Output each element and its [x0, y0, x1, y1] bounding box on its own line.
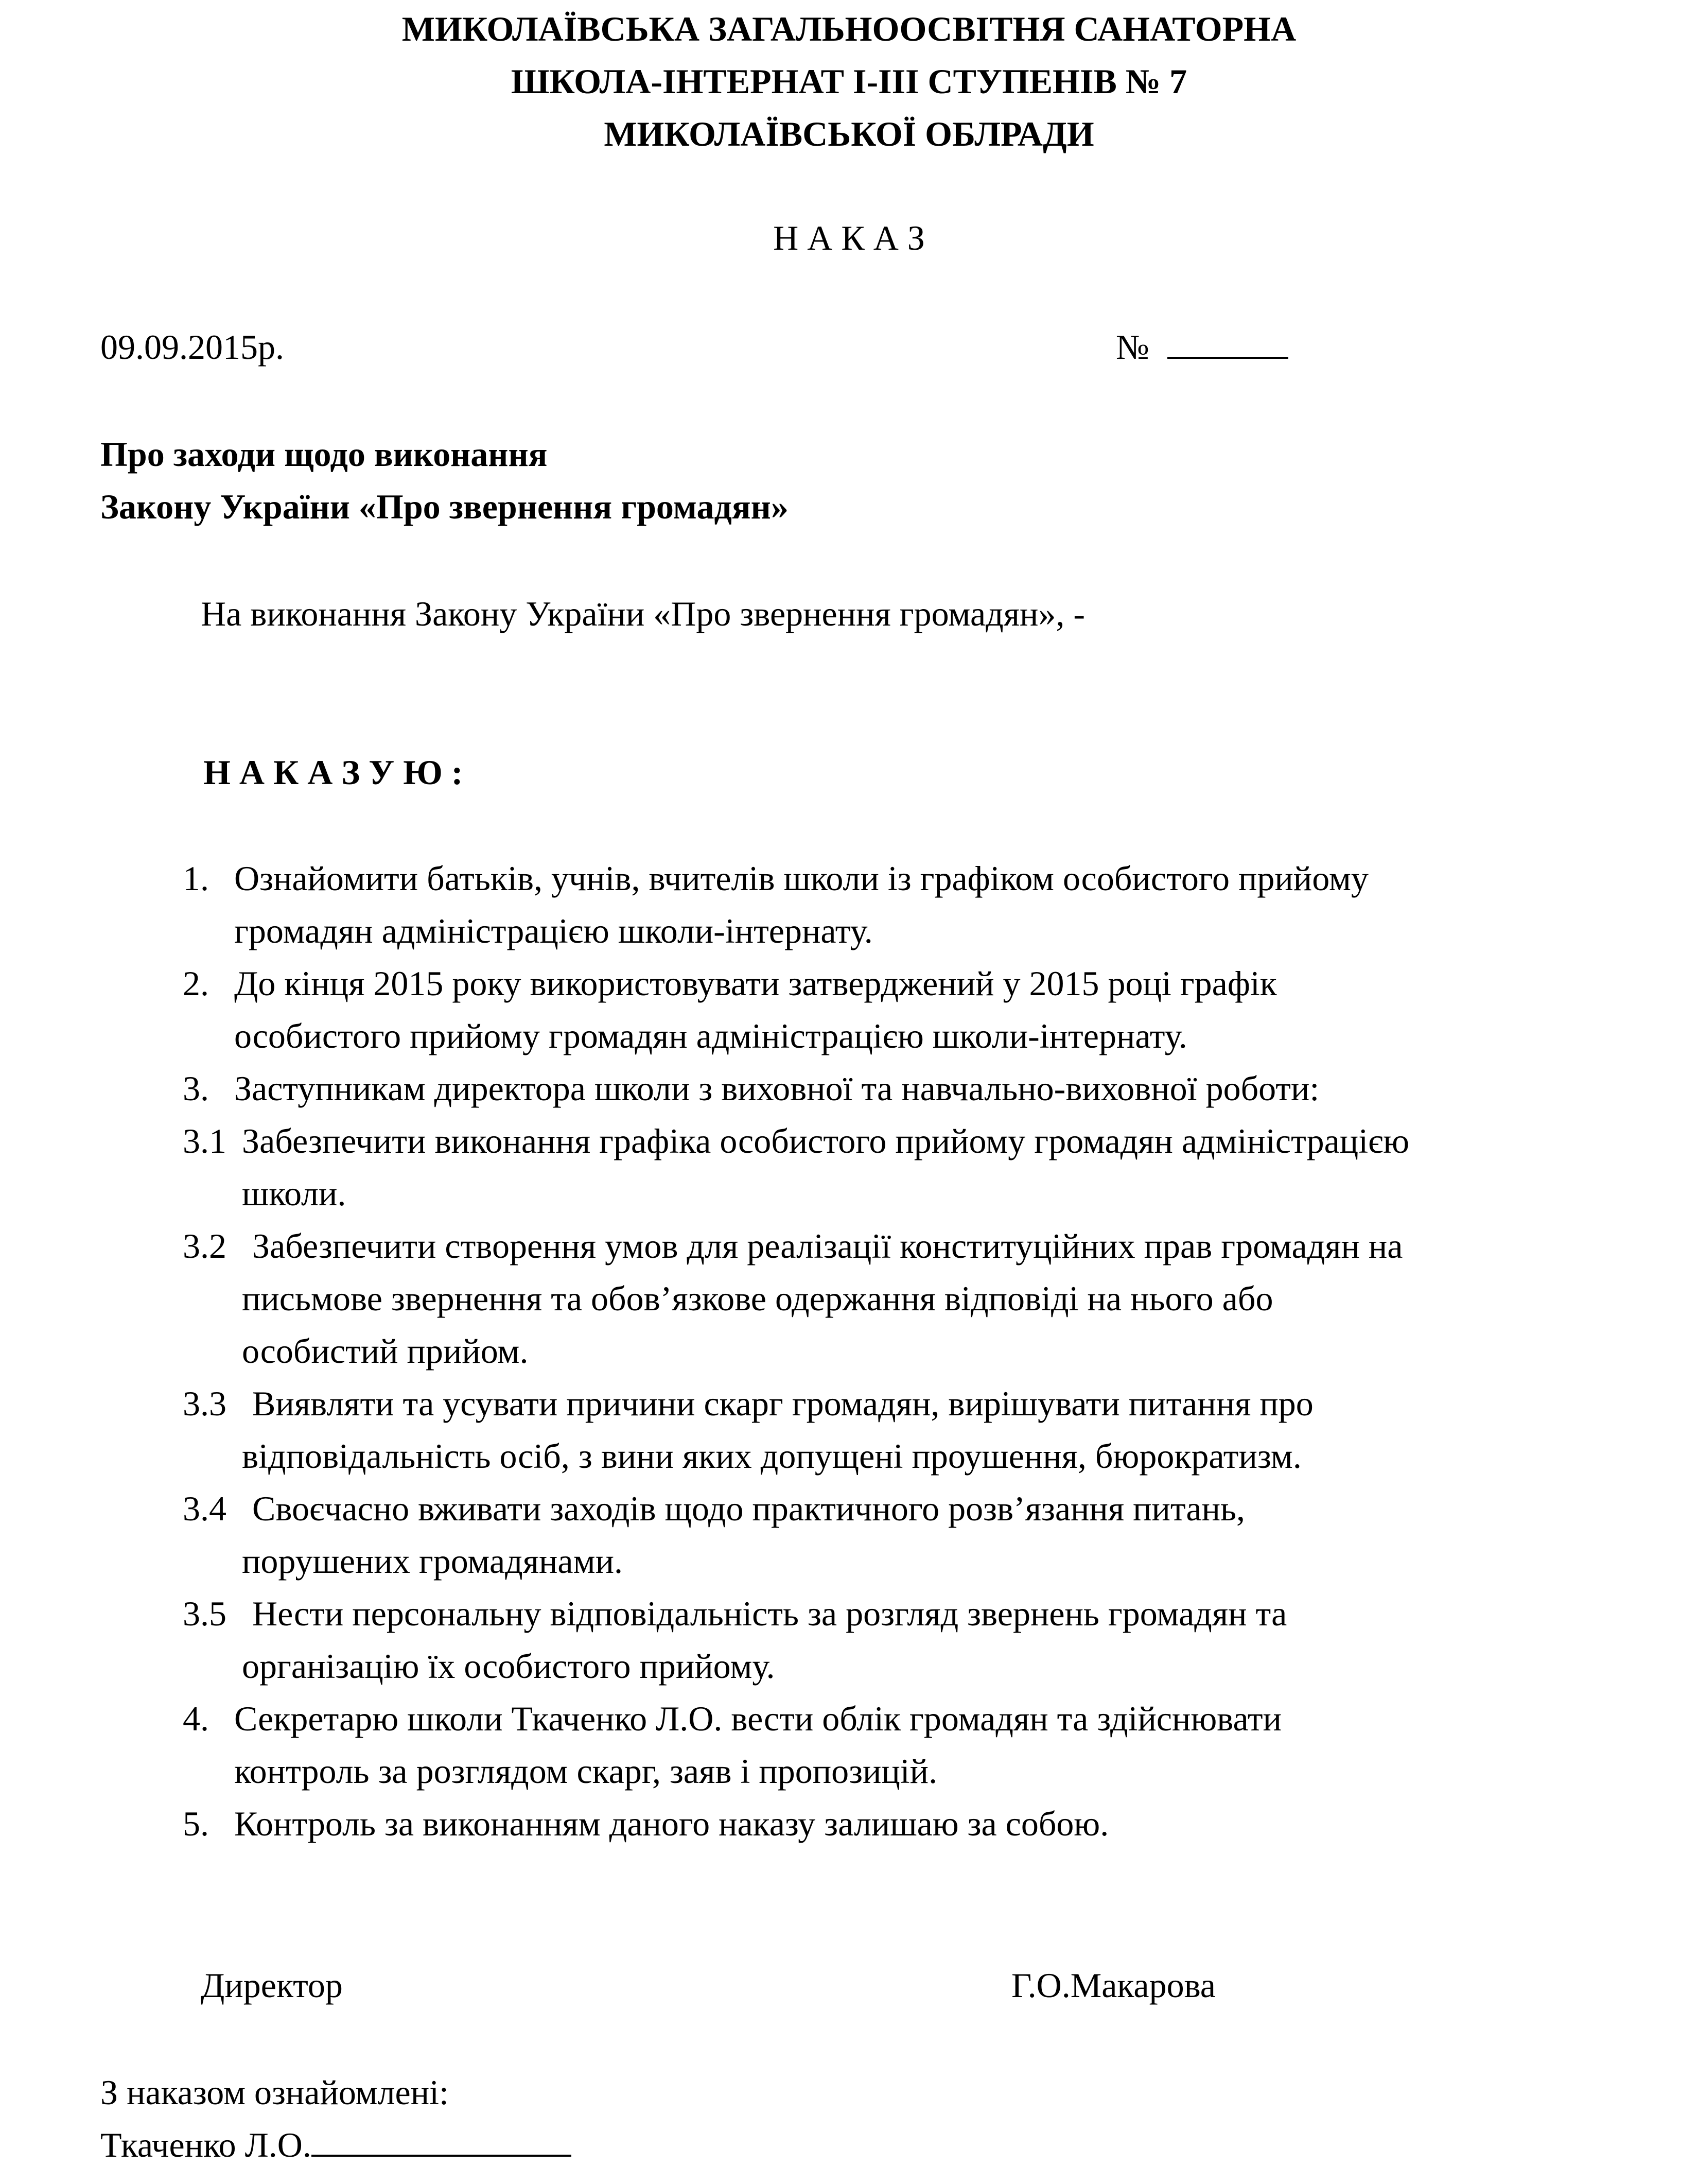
item-text: контроль за розглядом скарг, заяв і пропозицій. — [234, 1752, 938, 1791]
item-number: 4. — [183, 1699, 209, 1738]
item-text: організацію їх особистого прийому. — [242, 1646, 775, 1686]
item-number: 5. — [183, 1804, 209, 1843]
item-text: Виявляти та усувати причини скарг громадян, вирішувати питання про — [252, 1384, 1314, 1423]
item-text: До кінця 2015 року використовувати затверджений у 2015 році графік — [234, 964, 1277, 1003]
number-label: № — [1116, 327, 1149, 367]
item-text: відповідальність осіб, з вини яких допущені проушення, бюрократизм. — [242, 1436, 1302, 1476]
item-number: 3.3 — [183, 1384, 226, 1423]
item-text: Своєчасно вживати заходів щодо практичного розв’язання питань, — [252, 1489, 1246, 1528]
order-number — [1116, 327, 1288, 367]
document-type: Н А К А З — [773, 218, 925, 257]
subject-line-1: Про заходи щодо виконання — [100, 435, 548, 474]
item-text: Нести персональну відповідальність за розгляд звернень громадян та — [252, 1594, 1287, 1633]
item-number: 3.5 — [183, 1594, 226, 1633]
item-text: Заступникам директора школи з виховної та навчально-виховної роботи: — [234, 1069, 1320, 1108]
item-text: Ознайомити батьків, учнів, вчителів школи із графіком особистого прийому — [234, 859, 1369, 898]
school-name-line-3: МИКОЛАЇВСЬКОЇ ОБЛРАДИ — [604, 114, 1094, 153]
item-text: Забезпечити створення умов для реалізації конституційних прав громадян на — [252, 1226, 1403, 1266]
acknowledged-person: Ткаченко Л.О. — [100, 2125, 311, 2164]
item-text: порушених громадянами. — [242, 1541, 623, 1581]
acknowledged-label: З наказом ознайомлені: — [100, 2073, 449, 2112]
item-text: громадян адміністрацією школи-інтернату. — [234, 911, 873, 950]
item-number: 3.2 — [183, 1226, 226, 1266]
item-text: Контроль за виконанням даного наказу залишаю за собою. — [234, 1804, 1109, 1843]
acknowledged-person-row — [100, 2127, 571, 2162]
item-number: 1. — [183, 859, 209, 898]
item-text: Секретарю школи Ткаченко Л.О. вести облік громадян та здійснювати — [234, 1699, 1282, 1738]
signature-title: Директор — [201, 1966, 343, 2005]
number-blank — [1167, 357, 1288, 359]
item-text: особистий прийом. — [242, 1331, 529, 1371]
item-text: письмове звернення та обов’язкове одержання відповіді на нього або — [242, 1279, 1273, 1318]
item-text: школи. — [242, 1174, 346, 1213]
item-text: особистого прийому громадян адміністрацією школи-інтернату. — [234, 1016, 1187, 1055]
subject-line-2: Закону України «Про звернення громадян» — [100, 487, 789, 526]
signature-name: Г.О.Макарова — [1011, 1966, 1216, 2005]
order-word: Н А К А З У Ю : — [203, 753, 463, 792]
item-text: Забезпечити виконання графіка особистого прийому громадян адміністрацією — [242, 1121, 1410, 1160]
order-date: 09.09.2015р. — [100, 327, 284, 367]
item-number: 3.1 — [183, 1121, 226, 1160]
school-name-line-2: ШКОЛА-ІНТЕРНАТ І-ІІІ СТУПЕНІВ № 7 — [511, 62, 1187, 101]
item-number: 2. — [183, 964, 209, 1003]
signature-blank — [311, 2155, 571, 2157]
item-number: 3.4 — [183, 1489, 226, 1528]
preamble: На виконання Закону України «Про звернення громадян», - — [201, 594, 1086, 633]
school-name-line-1: МИКОЛАЇВСЬКА ЗАГАЛЬНООСВІТНЯ САНАТОРНА — [401, 9, 1297, 48]
item-number: 3. — [183, 1069, 209, 1108]
